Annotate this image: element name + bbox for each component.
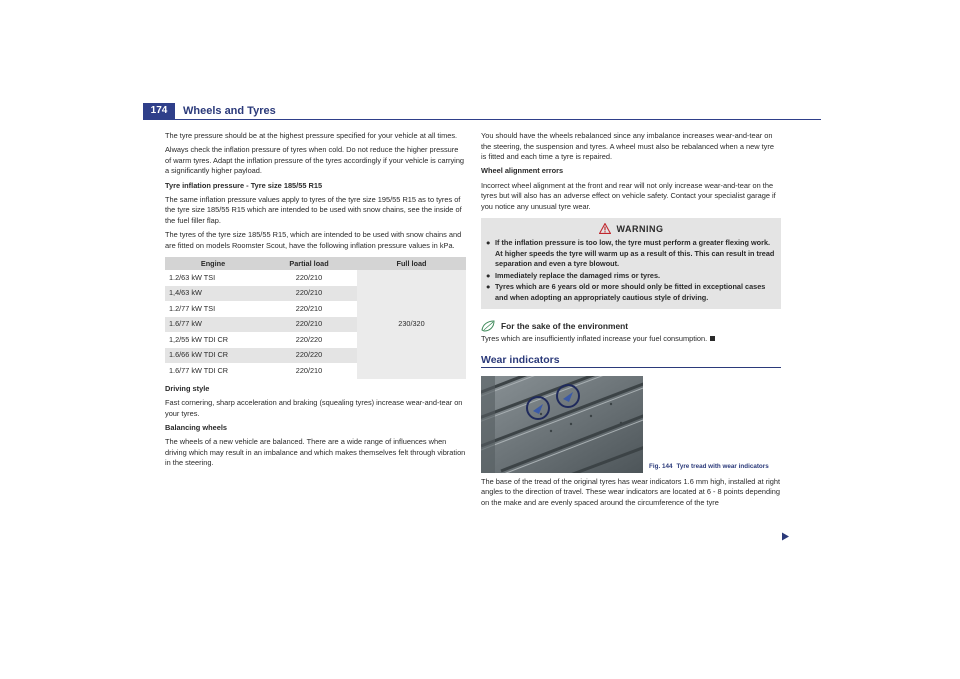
tyre-tread-image <box>481 376 643 473</box>
paragraph: Fast cornering, sharp acceleration and braking (squealing tyres) increase wear-and-tear on your tyres. <box>165 398 463 418</box>
column-header-full-load: Full load <box>357 257 466 270</box>
subheading: Wheel alignment errors <box>481 166 564 176</box>
paragraph: The base of the tread of the original tyres has wear indicators 1.6 mm high, installed at right angles to the direction of travel. These wear indicators are located at 6 - 8 points depending on the make and are evenly spaced around the circumference of the tyre <box>481 476 781 507</box>
engine-cell: 1.2/63 kW TSI <box>169 272 216 282</box>
partial-load-cell: 220/210 <box>295 365 323 375</box>
subheading: Tyre inflation pressure - Tyre size 185/55 R15 <box>165 180 323 190</box>
paragraph: The tyres of the tyre size 185/55 R15, which are intended to be used with snow chains and are fitted on models Roomster Scout, have the following inflation pressure values in kPa. <box>165 230 462 250</box>
partial-load-cell: 220/220 <box>261 348 357 364</box>
partial-load-cell: 220/220 <box>295 334 323 344</box>
table-header-row <box>165 257 466 270</box>
partial-load-cell: 220/210 <box>261 286 357 302</box>
warning-item-text: Immediately replace the damaged rims or tyres. <box>495 270 661 280</box>
warning-box <box>481 218 781 308</box>
page-title: Wheels and Tyres <box>183 105 276 117</box>
continue-arrow-icon <box>781 532 790 541</box>
full-load-cell: 230/320 <box>357 270 466 379</box>
environment-header <box>481 320 781 332</box>
subheading: Balancing wheels <box>165 422 228 432</box>
partial-load-cell: 220/210 <box>261 317 357 333</box>
paragraph: Always check the inflation pressure of tyres when cold. Do not reduce the higher pressure of warm tyres. Adapt the inflation pressure of the tyres accordingly if your vehicle is carrying a significantly higher payload. <box>165 145 465 176</box>
engine-cell: 1,4/63 kW <box>165 286 261 302</box>
paragraph: The wheels of a new vehicle are balanced. There are a wide range of influences when driving which may result in an imbalance and which makes themselves felt through vibration in the steering. <box>165 436 466 468</box>
table-row <box>165 270 466 286</box>
partial-load-cell: 220/210 <box>295 303 323 313</box>
section-heading: Wear indicators <box>481 355 781 368</box>
figure-caption-text: Tyre tread with wear indicators <box>676 462 769 470</box>
paragraph: The tyre pressure should be at the highest pressure specified for your vehicle at all times. <box>165 131 458 140</box>
bullet-icon: ● <box>486 282 491 292</box>
inflation-pressure-table <box>165 257 466 379</box>
environment-text: Tyres which are insufficiently inflated increase your fuel consumption. <box>481 334 781 345</box>
warning-item <box>485 282 777 303</box>
paragraph: You should have the wheels rebalanced since any imbalance increases wear-and-tear on the steering, the suspension and tyres. A wheel must also be rebalanced when a new tyre is fitted and each time a tyre is repaired. <box>481 131 774 162</box>
column-header-partial-load: Partial load <box>261 257 357 270</box>
environment-title: For the sake of the environment <box>501 320 629 331</box>
figure-caption <box>649 462 769 473</box>
paragraph: Incorrect wheel alignment at the front and rear will not only increase wear-and-tear on the tyres but will also has an adverse effect on vehicle safety. Contact your specialist garage if you notice any unusual tyre wear. <box>481 180 776 211</box>
warning-item-text: Tyres which are 6 years old or more should only be fitted in exceptional cases and when adopting an appropriately cautious style of driving. <box>495 282 766 302</box>
warning-item <box>485 271 777 282</box>
bullet-icon: ● <box>486 237 491 247</box>
engine-cell: 1.6/66 kW TDI CR <box>165 348 261 364</box>
engine-cell: 1.6/77 kW TDI CR <box>169 365 229 375</box>
warning-header <box>485 223 777 235</box>
bullet-icon: ● <box>486 270 491 280</box>
right-column <box>481 131 781 512</box>
left-column <box>165 131 466 472</box>
warning-item-text: If the inflation pressure is too low, the tyre must perform a greater flexing work. At higher speeds the tyre will warm up as a result of this. This can result in tread separation and even a tyre blowout. <box>495 237 775 269</box>
warning-item <box>485 238 777 270</box>
figure-label: Fig. 144 <box>649 462 673 470</box>
partial-load-cell: 220/210 <box>295 272 323 282</box>
paragraph: The same inflation pressure values apply to tyres of the tyre size 195/55 R15 as to tyres of the tyre size 185/55 R15 which are intended to be used with snow chains, see the inside of the fuel filler flap. <box>165 194 462 225</box>
warning-title: WARNING <box>616 224 664 235</box>
tyre-tread-illustration <box>481 376 643 473</box>
warning-triangle-icon <box>599 223 611 234</box>
section-end-icon <box>710 336 715 341</box>
engine-cell: 1.2/77 kW TSI <box>169 303 216 313</box>
environment-leaf-icon <box>481 320 497 332</box>
engine-cell: 1.6/77 kW <box>165 317 261 333</box>
subheading: Driving style <box>165 383 210 393</box>
figure <box>481 376 781 477</box>
header-divider <box>143 119 821 120</box>
page-number: 174 <box>143 103 175 119</box>
engine-cell: 1,2/55 kW TDI CR <box>169 334 229 344</box>
column-header-engine: Engine <box>165 257 261 270</box>
